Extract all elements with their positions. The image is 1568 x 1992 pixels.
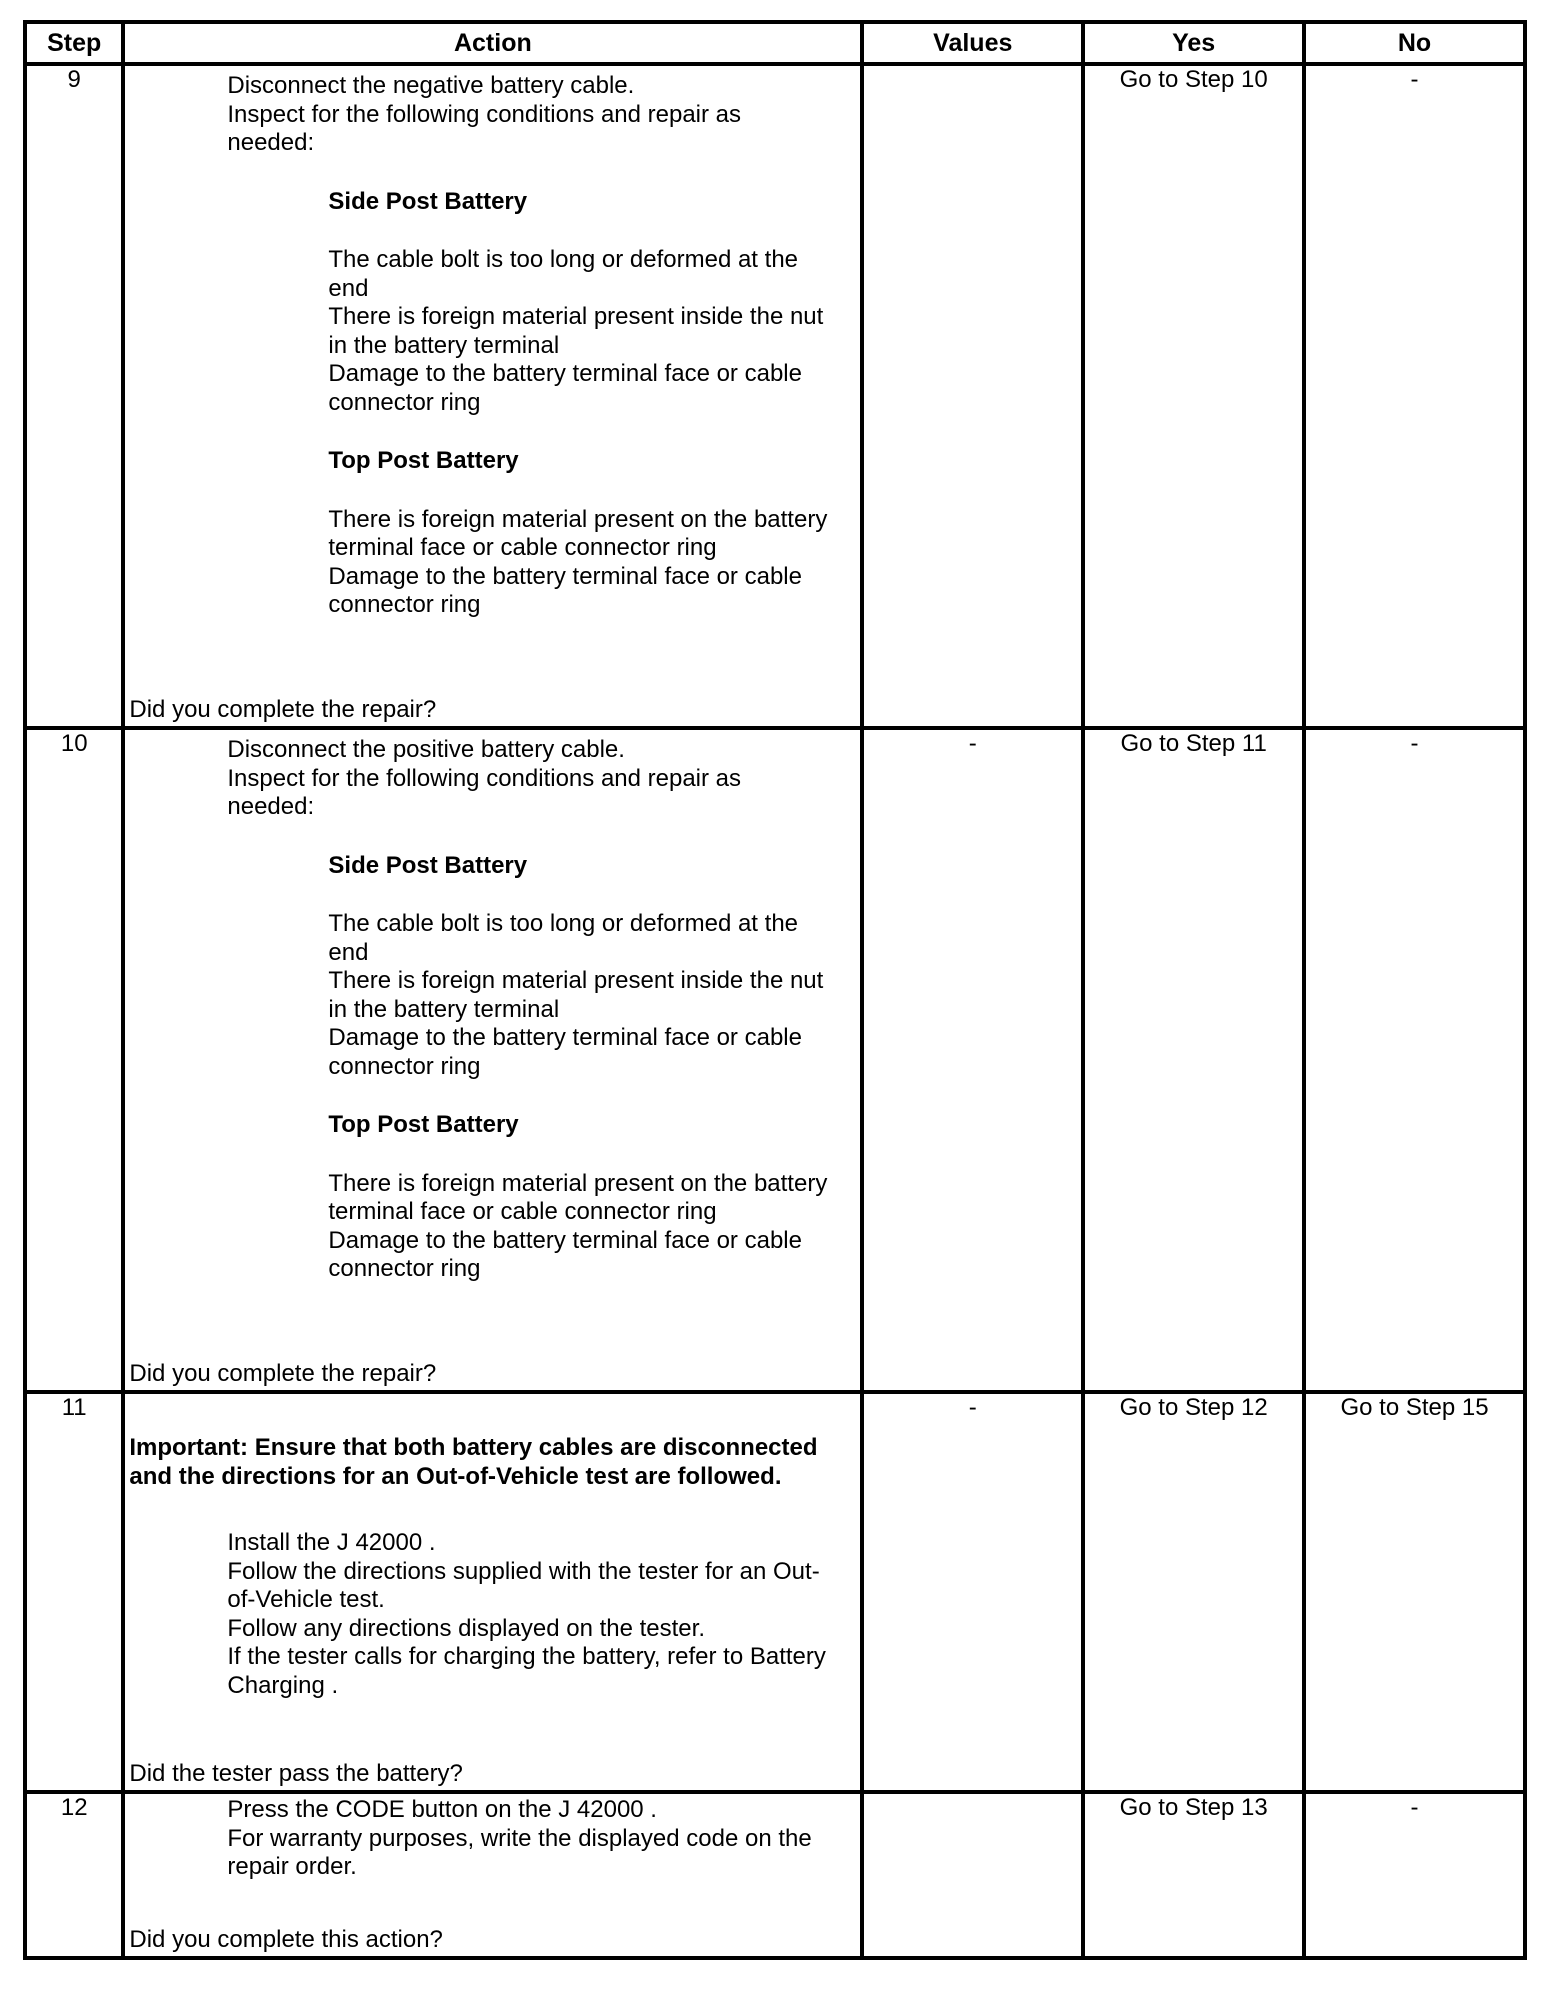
action-cell bbox=[123, 1392, 862, 1792]
header-row bbox=[25, 22, 1525, 64]
action-text: Damage to the battery terminal face or cable bbox=[328, 1226, 802, 1254]
action-cell bbox=[123, 64, 862, 728]
action-text: Press the CODE button on the J 42000 . bbox=[227, 1796, 657, 1823]
action-text: terminal face or cable connector ring bbox=[328, 534, 717, 561]
action-text: Follow any directions displayed on the tester. bbox=[227, 1614, 705, 1642]
action-text: The cable bolt is too long or deformed at the bbox=[328, 910, 799, 937]
action-text: Damage to the battery terminal face or cable bbox=[328, 360, 802, 387]
header-step: Step bbox=[25, 22, 123, 64]
action-text: connector ring bbox=[328, 591, 481, 618]
table-row bbox=[25, 1792, 1525, 1958]
question-text: Did you complete this action? bbox=[129, 1926, 443, 1953]
action-text: connector ring bbox=[328, 1255, 481, 1282]
table-row bbox=[25, 1392, 1525, 1792]
step-number: 12 bbox=[25, 1792, 123, 1958]
action-text: Disconnect the negative battery cable. bbox=[227, 72, 635, 99]
important-note: and the directions for an Out-of-Vehicle test are followed. bbox=[129, 1462, 782, 1490]
action-text: There is foreign material present inside the nut bbox=[328, 967, 824, 994]
question-text: Did you complete the repair? bbox=[129, 696, 437, 723]
step-number: 11 bbox=[25, 1392, 123, 1792]
action-text: repair order. bbox=[227, 1853, 357, 1880]
no-cell: - bbox=[1304, 728, 1525, 1392]
yes-cell: Go to Step 13 bbox=[1083, 1792, 1304, 1958]
section-title: Top Post Battery bbox=[328, 1111, 519, 1138]
yes-cell: Go to Step 11 bbox=[1083, 728, 1304, 1392]
action-text: There is foreign material present on the battery bbox=[328, 505, 828, 533]
action-text: needed: bbox=[227, 793, 315, 820]
action-text: Inspect for the following conditions and repair as bbox=[227, 764, 742, 792]
action-text: Disconnect the positive battery cable. bbox=[227, 736, 625, 763]
action-text: connector ring bbox=[328, 388, 481, 416]
step-number: 9 bbox=[25, 64, 123, 728]
header-values: Values bbox=[862, 22, 1083, 64]
action-text: There is foreign material present inside the nut bbox=[328, 303, 824, 330]
header-action: Action bbox=[123, 22, 862, 64]
action-text: Charging . bbox=[227, 1671, 339, 1699]
action-text: in the battery terminal bbox=[328, 995, 560, 1023]
step-number: 10 bbox=[25, 728, 123, 1392]
table-row bbox=[25, 728, 1525, 1392]
values-cell bbox=[862, 64, 1083, 728]
action-text: end bbox=[328, 938, 369, 966]
yes-cell: Go to Step 10 bbox=[1083, 64, 1304, 728]
diagnostic-table bbox=[23, 20, 1527, 1960]
values-cell: - bbox=[862, 728, 1083, 1392]
action-cell bbox=[123, 728, 862, 1392]
action-text: If the tester calls for charging the battery, refer to Battery bbox=[227, 1643, 826, 1670]
question-text: Did you complete the repair? bbox=[129, 1360, 437, 1387]
action-text: Follow the directions supplied with the tester for an Out- bbox=[227, 1557, 820, 1585]
no-cell: - bbox=[1304, 1792, 1525, 1958]
action-text: The cable bolt is too long or deformed at the bbox=[328, 246, 799, 273]
question-text: Did the tester pass the battery? bbox=[129, 1760, 463, 1787]
section-title: Side Post Battery bbox=[328, 187, 528, 215]
action-text: connector ring bbox=[328, 1052, 481, 1080]
values-cell: - bbox=[862, 1392, 1083, 1792]
action-text: Damage to the battery terminal face or cable bbox=[328, 1024, 802, 1051]
header-yes: Yes bbox=[1083, 22, 1304, 64]
table-row bbox=[25, 64, 1525, 728]
important-note: Important: Ensure that both battery cables are disconnected bbox=[129, 1434, 818, 1461]
no-cell: - bbox=[1304, 64, 1525, 728]
action-text: There is foreign material present on the battery bbox=[328, 1169, 828, 1197]
no-cell: Go to Step 15 bbox=[1304, 1392, 1525, 1792]
action-text: terminal face or cable connector ring bbox=[328, 1198, 717, 1225]
section-title: Top Post Battery bbox=[328, 447, 519, 474]
header-no: No bbox=[1304, 22, 1525, 64]
action-text: For warranty purposes, write the displayed code on the bbox=[227, 1824, 812, 1852]
section-title: Side Post Battery bbox=[328, 851, 528, 879]
action-text: Damage to the battery terminal face or cable bbox=[328, 562, 802, 590]
action-text: Inspect for the following conditions and repair as bbox=[227, 100, 742, 128]
action-text: needed: bbox=[227, 129, 315, 156]
action-text: in the battery terminal bbox=[328, 331, 560, 359]
action-text: end bbox=[328, 274, 369, 302]
values-cell bbox=[862, 1792, 1083, 1958]
yes-cell: Go to Step 12 bbox=[1083, 1392, 1304, 1792]
action-text: Install the J 42000 . bbox=[227, 1529, 436, 1556]
action-text: of-Vehicle test. bbox=[227, 1586, 385, 1613]
action-cell bbox=[123, 1792, 862, 1958]
